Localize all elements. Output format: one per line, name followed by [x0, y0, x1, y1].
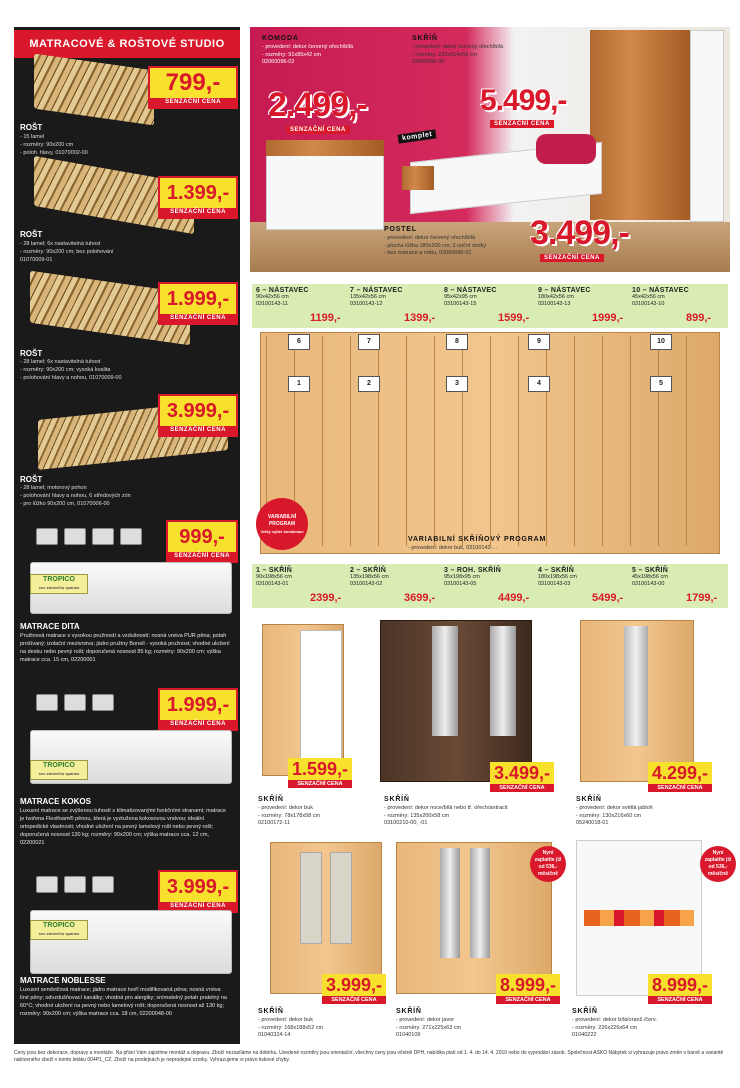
wardrobe-door: [686, 336, 687, 546]
wardrobe-door: [322, 336, 323, 546]
module-number-1: 1: [288, 376, 310, 392]
wardrobe-door: [602, 336, 603, 546]
product-6-details: - provedení: dekor bílá/oranž./červ. - rozměry: 226x226x64 cm 01040222: [572, 1017, 657, 1038]
skrin-cell-3: [444, 567, 501, 588]
module-number-3: 3: [446, 376, 468, 392]
product-3-price: 4.299,- SENZAČNÍ CENA: [648, 762, 712, 792]
kokos-feature-icons: [36, 694, 114, 711]
weight-icon: [92, 528, 114, 545]
module-number-9: 9: [528, 334, 550, 350]
layer-icon: [36, 694, 58, 711]
weight-icon: [64, 694, 86, 711]
wardrobe-door: [574, 336, 575, 546]
product-5-mirror: [470, 848, 490, 958]
skrin-dims: 180x198x56 cm: [538, 574, 577, 580]
nastavec-cell-4: [538, 287, 591, 308]
nastavec-code: 03100143-12: [350, 301, 383, 307]
skrin-price-1: 2399,-: [310, 592, 342, 604]
wardrobe-door: [518, 336, 519, 546]
module-number-2: 2: [358, 376, 380, 392]
price-rost-2: 1.399,- SENZAČNÍ CENA: [158, 176, 238, 219]
wardrobe-door: [378, 336, 379, 546]
nastavec-price-1: 1199,-: [310, 312, 341, 324]
nastavec-name: 7 – NÁSTAVEC: [350, 287, 403, 294]
skrin-price: 5.499,-: [480, 84, 567, 117]
product-5-title: SKŘÍŇ: [396, 1008, 422, 1015]
product-1-price: 1.599,- SENZAČNÍ CENA: [288, 758, 352, 788]
nastavec-name: 8 – NÁSTAVEC: [444, 287, 497, 294]
product-4-image: [270, 842, 382, 994]
skrin-code: 03100143-01: [256, 581, 289, 587]
box-icon: [120, 528, 142, 545]
product-1-open-door: [300, 630, 342, 772]
nastavec-cell-5: [632, 287, 689, 308]
module-number-7: 7: [358, 334, 380, 350]
price-rost-3: 1.999,- SENZAČNÍ CENA: [158, 282, 238, 325]
rost-2-details: - 28 lamel; 6x nastavitelná tuhost - rozměry: 90x200 cm; bez polohování 01070009-01: [20, 241, 114, 263]
tropico-logo: TROPICO sen zdravého spánku: [30, 760, 88, 780]
product-2-details: - provedení: dekor noce/bílá nebo tř. ořech/antracit - rozměry: 135x200x58 cm 03100210-00, -01: [384, 805, 508, 826]
nastavec-dims: 95x42x95 cm: [444, 294, 477, 300]
nastavec-cell-3: [444, 287, 497, 308]
product-1-title: SKŘÍŇ: [258, 796, 284, 803]
nightstand: [402, 166, 434, 190]
kokos-title: MATRACE KOKOS: [20, 797, 91, 806]
skrin-code: 03100143-03: [538, 581, 571, 587]
nastavec-price-5: 899,-: [686, 312, 712, 324]
nastavec-name: 6 – NÁSTAVEC: [256, 287, 309, 294]
nastavec-price-2: 1399,-: [404, 312, 436, 324]
skrin-senzacni-tag: SENZAČNÍ CENA: [490, 120, 554, 128]
wardrobe-door: [406, 336, 407, 546]
skrin-price-4: 5499,-: [592, 592, 624, 604]
wardrobe-door: [630, 336, 631, 546]
tropico-logo: TROPICO sen zdravého spánku: [30, 574, 88, 594]
product-2-mirror: [432, 626, 458, 736]
skrin-name: 4 – SKŘÍŇ: [538, 567, 575, 574]
product-2-title: SKŘÍŇ: [384, 796, 410, 803]
skrin-price-2: 3699,-: [404, 592, 436, 604]
nastavec-dims: 135x42x56 cm: [350, 294, 386, 300]
skrin-price-3: 4499,-: [498, 592, 530, 604]
product-6-price: 8.999,- SENZAČNÍ CENA: [648, 974, 712, 1004]
variabil-program-badge: VARIABILNÍ PROGRAM Velký výběr kombinací: [256, 498, 308, 550]
product-5-details: - provedení: dekor javor - rozměry: 271x225x63 cm 01040109: [396, 1017, 462, 1038]
skrin-code: 03100143-00: [632, 581, 665, 587]
price-kokos: 1.999,- SENZAČNÍ CENA: [158, 688, 238, 731]
nastavec-code: 03100143-13: [538, 301, 571, 307]
skrin-name: 3 – ROH. SKŘÍŇ: [444, 567, 502, 574]
skrin-price-5: 1799,-: [686, 592, 718, 604]
weight-icon: [64, 876, 86, 893]
nastavec-name: 9 – NÁSTAVEC: [538, 287, 591, 294]
product-5-mirror: [440, 848, 460, 958]
wardrobe-white-door: [690, 30, 724, 222]
postel-title: POSTEL: [384, 226, 417, 233]
nastavec-price-3: 1599,-: [498, 312, 530, 324]
skrin-dims: 90x198x56 cm: [256, 574, 292, 580]
rost-3-details: - 28 lamel; 6x nastavitelná tuhost - rozměry: 90x200 cm; vysoká kvalita - polohování hlavy a nohou, 01070009-00: [20, 359, 122, 381]
matress-studio-header: MATRACOVÉ & ROŠTOVÉ STUDIO: [14, 30, 240, 58]
price-dita: 999,- SENZAČNÍ CENA: [166, 520, 238, 563]
price-rost-1: 799,- SENZAČNÍ CENA: [148, 66, 238, 109]
skrin-code: 03100143-02: [350, 581, 383, 587]
module-number-5: 5: [650, 376, 672, 392]
wardrobe-door: [462, 336, 463, 546]
komoda-title: KOMODA: [262, 35, 299, 42]
product-3-mirror: [624, 626, 648, 746]
dita-feature-icons: [36, 528, 142, 545]
nastavec-dims: 180x42x56 cm: [538, 294, 574, 300]
postel-price: 3.499,-: [530, 214, 629, 252]
variabil-subtitle: - provedení: dekor buk, 03100143-...: [408, 545, 497, 551]
skrin-cell-1: [256, 567, 292, 588]
product-6-installment-badge: Nyní zaplatíte již od 536,- měsíčně: [700, 846, 736, 882]
variabil-title: VARIABILNÍ SKŘÍŇOVÝ PROGRAM: [408, 536, 547, 543]
nastavec-dims: 90x42x56 cm: [256, 294, 289, 300]
product-4-title: SKŘÍŇ: [258, 1008, 284, 1015]
postel-senzacni-tag: SENZAČNÍ CENA: [540, 254, 604, 262]
rost-4-title: ROŠT: [20, 475, 43, 484]
rost-4-details: - 28 lamel; motorový pohon - polohování hlavy a nohou, 6 středových zón - pro lůžko 90x200 cm, 01070006-00: [20, 485, 131, 507]
nastavec-name: 10 – NÁSTAVEC: [632, 287, 689, 294]
wardrobe-door: [490, 336, 491, 546]
wardrobe-door: [434, 336, 435, 546]
nastavec-code: 03100143-15: [444, 301, 477, 307]
skrin-name: 2 – SKŘÍŇ: [350, 567, 387, 574]
skrin-cell-2: [350, 567, 389, 588]
skrin-dims: 95x198x95 cm: [444, 574, 480, 580]
rost-1-title: ROŠT: [20, 123, 43, 132]
product-4-glass: [300, 852, 322, 944]
rost-2-title: ROŠT: [20, 230, 43, 239]
product-6-stripes: [584, 910, 694, 926]
tropico-logo: TROPICO sen zdravého spánku: [30, 920, 88, 940]
product-3-title: SKŘÍŇ: [576, 796, 602, 803]
noblesse-feature-icons: [36, 876, 114, 893]
layer-icon: [64, 528, 86, 545]
box-icon: [92, 876, 114, 893]
wardrobe-door: [658, 336, 659, 546]
product-4-glass: [330, 852, 352, 944]
wardrobe-door: [350, 336, 351, 546]
product-1-details: - provedení: dekor buk - rozměry: 78x178x58 cm 02100172-11: [258, 805, 321, 826]
wardrobe-door: [546, 336, 547, 546]
postel-details: - provedení: dekor červený ořech/bílá - plocha lůžka 180x200 cm; 2 noční stolky - bez matrace a roštu, 02060096-01: [384, 235, 487, 256]
kokos-desc: Luxusní matrace se zvýšenou tuhostí s klimatizovanými funkčními stranami; matrace je tvořena Flexifoam® pěnou, která je vyztužena kokosovou vrstvou; ideální ortopedické vlastnosti; vhodné uložení na pevný lamelový rošt nebo pevný rošt; doporučená nosnost 130 kg; rozměry: 90x200 cm; výška matrace cca. 12 cm, 02200021: [20, 808, 227, 846]
skrin-code: 03100143-05: [444, 581, 477, 587]
price-noblesse: 3.999,- SENZAČNÍ CENA: [158, 870, 238, 913]
rost-3-title: ROŠT: [20, 349, 43, 358]
skrin-name: 5 – SKŘÍŇ: [632, 567, 669, 574]
module-number-4: 4: [528, 376, 550, 392]
product-2-mirror: [490, 626, 516, 736]
footer-disclaimer: Ceny jsou bez dekorace, dopravy a montáže. Na přání Vám zajistíme montáž a dopravu. Zboží nezasíláme na dobírku. Uvedené rozměry jsou orientační, všechny ceny jsou včetně DPH, nabídka platí od 1. 4. do 14. 4. 2010 nebo do vyprodání zásob. Společnost ASKO Nábytek si vyhrazuje právo změn v barvě a variantě nabízeného zboží v tomto letáku 004P1_CZ. Zboží na prodejnách je neprodejné vzorky. Vyhrazujeme si právo tiskové chyby.: [14, 1050, 724, 1063]
skrin-dims: 135x198x56 cm: [350, 574, 389, 580]
komoda-details: - provedení: dekor červený ořech/bílá - rozměry: 91x85x42 cm 02060096-02: [262, 44, 354, 65]
module-number-6: 6: [288, 334, 310, 350]
dita-desc: Pružinová matrace s vysokou pružností a vzdušností; nosná vrstva PUR pěna; potah prošívaný; izolační mezivrstva; jádro pružiny Bonell - vysoká pružnost; vhodné uložení na desku nebo pevný rošt; doporučená nosnost 85 kg; rozměry: 90x200 cm; výška matrace cca. 15 cm, 02200001: [20, 633, 230, 663]
product-4-price: 3.999,- SENZAČNÍ CENA: [322, 974, 386, 1004]
price-rost-4: 3.999,- SENZAČNÍ CENA: [158, 394, 238, 437]
dita-title: MATRACE DITA: [20, 622, 80, 631]
noblesse-title: MATRACE NOBLESSE: [20, 976, 106, 985]
product-2-price: 3.499,- SENZAČNÍ CENA: [490, 762, 554, 792]
wash-icon: [36, 876, 58, 893]
product-6-title: SKŘÍŇ: [572, 1008, 598, 1015]
nastavec-dims: 45x42x56 cm: [632, 294, 665, 300]
skrin-title: SKŘÍŇ: [412, 35, 438, 42]
box-icon: [92, 694, 114, 711]
pillow: [536, 134, 596, 164]
nastavec-cell-1: [256, 287, 309, 308]
komplet-tag: komplet: [398, 129, 437, 143]
module-number-10: 10: [650, 334, 672, 350]
nastavec-code: 03100143-11: [256, 301, 289, 307]
noblesse-desc: Luxusní sendvičová matrace; jádro matrace tvoří modifikovaná pěna; nosná vrstva líné pěny; odvzdušňovací kanálky; vhodná pro alergiky; snímatelný potah pratelný na 60°C; vhodné uložení na pevný nebo lamelový rošt; doporučená nosnost až 130 kg; rozměry: 90x200 cm; výška matrace cca. 18 cm, 02200048-00: [20, 987, 227, 1017]
wardrobe-image: [590, 30, 690, 220]
skrin-cell-5: [632, 567, 668, 588]
skrin-name: 1 – SKŘÍŇ: [256, 567, 293, 574]
nastavec-code: 03100143-10: [632, 301, 665, 307]
nastavec-price-4: 1999,-: [592, 312, 624, 324]
product-5-installment-badge: Nyní zaplatíte již od 536,- měsíčně: [530, 846, 566, 882]
skrin-details: - provedení: dekor červený ořech/bílá - rozměry: 225x214x59 cm 02060096-00: [412, 44, 504, 65]
product-5-price: 8.999,- SENZAČNÍ CENA: [496, 974, 560, 1004]
spring-icon: [36, 528, 58, 545]
komoda-senzacni-tag: SENZAČNÍ CENA: [286, 126, 350, 134]
rost-1-details: - 15 lamel - rozměry: 90x200 cm - poloh. hlavy, 01070002-00: [20, 134, 88, 156]
product-4-details: - provedení: dekor buk - rozměry: 168x188x52 cm 01040324-14: [258, 1017, 324, 1038]
skrin-dims: 45x198x56 cm: [632, 574, 668, 580]
product-3-details: - provedení: dekor světlá jabloň - rozměry: 130x216x60 cm 05240018-01: [576, 805, 653, 826]
skrin-cell-4: [538, 567, 577, 588]
module-number-8: 8: [446, 334, 468, 350]
komoda-top: [266, 140, 384, 156]
komoda-price: 2.499,-: [268, 86, 367, 124]
nastavec-cell-2: [350, 287, 403, 308]
